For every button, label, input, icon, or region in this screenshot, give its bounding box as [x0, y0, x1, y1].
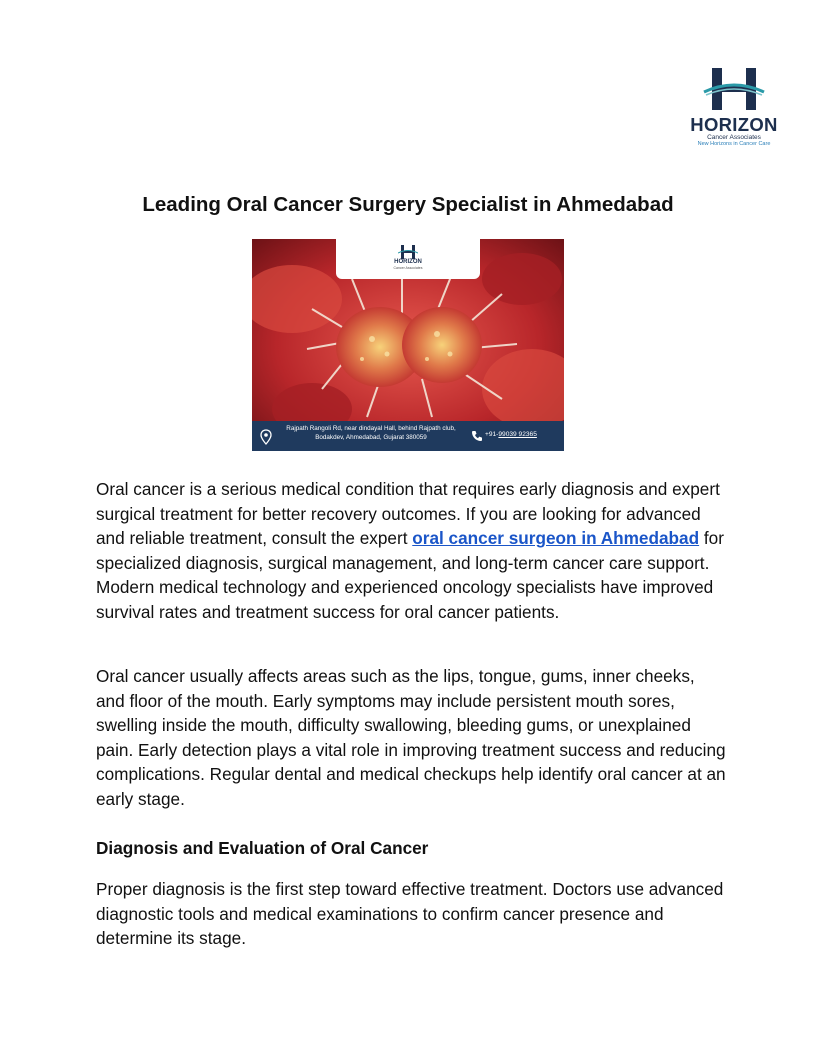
diagnosis-heading: Diagnosis and Evaluation of Oral Cancer — [96, 838, 429, 858]
symptoms-paragraph: Oral cancer usually affects areas such as the lips, tongue, gums, inner cheeks, and floor of the mouth. Early symptoms may include persistent mouth sores, swelling inside the mouth, difficulty swallowing, bleeding gums, or unexplained pain. Early detection plays a vital role in improving treatment success and reducing complications. Regular dental and medical checkups help identify oral cancer at an early stage. — [96, 666, 726, 809]
hero-address: Rajpath Rangoli Rd, near dindayal Hall, behind Rajpath club, Bodakdev, Ahmedabad, Gujarat 380059 — [286, 425, 456, 441]
horizon-logo — [686, 66, 782, 154]
location-pin-icon — [260, 429, 272, 445]
oral-cancer-surgeon-link[interactable]: oral cancer surgeon in Ahmedabad — [412, 528, 700, 549]
hero-contact-bar — [252, 421, 564, 451]
horizon-h-logo-icon — [702, 66, 766, 112]
hero-phone — [485, 431, 537, 438]
page-title: Leading Oral Cancer Surgery Specialist in Ahmedabad — [142, 193, 674, 216]
hero-badge-subtitle: Cancer Associates — [393, 266, 423, 270]
diagnosis-paragraph: Proper diagnosis is the first step toward effective treatment. Doctors use advanced diagnostic tools and medical examinations to confirm cancer presence and determine its stage. — [96, 879, 724, 949]
intro-paragraph — [96, 477, 726, 625]
intro-text-after-link: for specialized diagnosis, surgical management, and long-term cancer care support. Modern medical technology and experienced oncology specialists have improved survival rates and treatment success for oral cancer patients. — [96, 528, 724, 622]
phone-icon — [471, 430, 483, 442]
logo-wordmark: HORIZON — [690, 114, 778, 135]
logo-subtitle: Cancer Associates — [707, 134, 761, 141]
intro-text-before-link: Oral cancer is a serious medical condition that requires early diagnosis and expert surgical treatment for better recovery outcomes. If you are looking for advanced and reliable treatment, consult the expert — [96, 479, 720, 549]
hero-logo-badge — [336, 239, 480, 279]
hero-badge-wordmark: HORIZON — [394, 259, 422, 265]
logo-tagline: New Horizons in Cancer Care — [697, 141, 771, 147]
hero-image — [252, 239, 564, 451]
horizon-h-logo-icon — [398, 245, 418, 259]
hero-phone-prefix: +91- — [485, 431, 499, 438]
hero-phone-number[interactable]: 99039 92365 — [498, 431, 537, 438]
